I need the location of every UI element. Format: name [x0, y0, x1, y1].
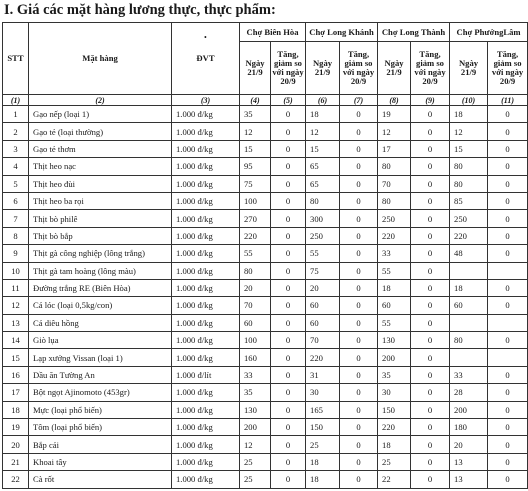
cell-item: Dầu ăn Tường An [29, 366, 172, 383]
cell-diff-long-khanh: 0 [340, 175, 378, 192]
cell-item: Gạo tẻ (loại thường) [29, 123, 172, 140]
cell-unit: 1.000 đ/kg [172, 297, 240, 314]
cell-item: Mực (loại phổ biến) [29, 401, 172, 418]
cell-unit: 1.000 đ/kg [172, 227, 240, 244]
cell-price-long-thanh: 22 [378, 471, 411, 488]
cell-price-phuong-lam: 20 [450, 436, 488, 453]
cell-diff-phuong-lam: 0 [488, 453, 528, 470]
cell-unit: 1.000 đ/kg [172, 245, 240, 262]
cell-price-bien-hoa: 33 [240, 366, 271, 383]
header-price: Ngày 21/9 [450, 42, 488, 95]
table-row [3, 436, 528, 453]
cell-price-long-khanh: 220 [306, 349, 340, 366]
cell-price-phuong-lam: 15 [450, 140, 488, 157]
cell-price-long-khanh: 300 [306, 210, 340, 227]
cell-price-phuong-lam: 200 [450, 401, 488, 418]
cell-stt: 6 [3, 192, 29, 209]
table-row [3, 123, 528, 140]
cell-item: Bột ngọt Ajinomoto (453gr) [29, 384, 172, 401]
table-row [3, 106, 528, 123]
cell-stt: 18 [3, 401, 29, 418]
cell-diff-long-khanh: 0 [340, 279, 378, 296]
cell-price-long-thanh: 17 [378, 140, 411, 157]
table-row [3, 279, 528, 296]
cell-price-bien-hoa: 70 [240, 297, 271, 314]
cell-diff-long-khanh: 0 [340, 436, 378, 453]
cell-diff-phuong-lam: 0 [488, 210, 528, 227]
cell-price-long-thanh: 12 [378, 123, 411, 140]
cell-unit: 1.000 đ/kg [172, 175, 240, 192]
cell-diff-phuong-lam: 0 [488, 471, 528, 488]
cell-price-bien-hoa: 270 [240, 210, 271, 227]
cell-price-bien-hoa: 200 [240, 419, 271, 436]
cell-diff-phuong-lam: 0 [488, 401, 528, 418]
cell-price-long-thanh: 70 [378, 175, 411, 192]
cell-diff-long-khanh: 0 [340, 384, 378, 401]
cell-price-long-thanh: 200 [378, 349, 411, 366]
stray-dot: • [204, 33, 207, 42]
column-index-cell: (3) [172, 95, 240, 106]
header-price: Ngày 21/9 [240, 42, 271, 95]
cell-diff-phuong-lam: 0 [488, 227, 528, 244]
cell-price-bien-hoa: 160 [240, 349, 271, 366]
cell-diff-bien-hoa: 0 [271, 106, 306, 123]
cell-unit: 1.000 đ/kg [172, 471, 240, 488]
cell-price-bien-hoa: 100 [240, 192, 271, 209]
cell-price-bien-hoa: 20 [240, 279, 271, 296]
cell-price-phuong-lam: 85 [450, 192, 488, 209]
cell-unit: 1.000 đ/kg [172, 262, 240, 279]
cell-diff-bien-hoa: 0 [271, 384, 306, 401]
cell-item: Thịt heo đùi [29, 175, 172, 192]
cell-item: Thịt gà tam hoàng (lông màu) [29, 262, 172, 279]
cell-item: Cá diêu hồng [29, 314, 172, 331]
cell-diff-long-thanh: 0 [411, 210, 450, 227]
cell-diff-bien-hoa: 0 [271, 245, 306, 262]
cell-stt: 13 [3, 314, 29, 331]
cell-price-bien-hoa: 12 [240, 436, 271, 453]
cell-price-bien-hoa: 75 [240, 175, 271, 192]
price-table [2, 22, 528, 489]
cell-diff-bien-hoa: 0 [271, 419, 306, 436]
column-index-cell: (10) [450, 95, 488, 106]
table-row [3, 314, 528, 331]
cell-unit: 1.000 đ/kg [172, 210, 240, 227]
column-index-cell: (1) [3, 95, 29, 106]
cell-diff-bien-hoa: 0 [271, 453, 306, 470]
cell-item: Thịt bò bắp [29, 227, 172, 244]
table-row [3, 401, 528, 418]
cell-diff-long-khanh: 0 [340, 297, 378, 314]
cell-stt: 21 [3, 453, 29, 470]
cell-diff-bien-hoa: 0 [271, 158, 306, 175]
cell-price-bien-hoa: 35 [240, 106, 271, 123]
header-market-long-khanh: Chợ Long Khánh [306, 23, 378, 42]
table-row [3, 192, 528, 209]
cell-diff-bien-hoa: 0 [271, 297, 306, 314]
header-diff: Tăng, giảm so với ngày 20/9 [271, 42, 306, 95]
cell-price-long-khanh: 150 [306, 419, 340, 436]
cell-item: Thịt heo nạc [29, 158, 172, 175]
column-index-cell: (11) [488, 95, 528, 106]
cell-diff-long-thanh: 0 [411, 471, 450, 488]
cell-price-long-khanh: 80 [306, 192, 340, 209]
cell-diff-phuong-lam: 0 [488, 436, 528, 453]
cell-diff-phuong-lam [488, 262, 528, 279]
column-index-row [3, 95, 528, 106]
cell-diff-long-thanh: 0 [411, 262, 450, 279]
cell-diff-long-thanh: 0 [411, 123, 450, 140]
table-row [3, 384, 528, 401]
cell-diff-long-thanh: 0 [411, 436, 450, 453]
cell-stt: 5 [3, 175, 29, 192]
cell-price-phuong-lam: 80 [450, 158, 488, 175]
cell-diff-bien-hoa: 0 [271, 349, 306, 366]
cell-diff-long-khanh: 0 [340, 419, 378, 436]
cell-item: Bắp cải [29, 436, 172, 453]
cell-diff-long-thanh: 0 [411, 140, 450, 157]
column-index-cell: (8) [378, 95, 411, 106]
cell-price-long-khanh: 20 [306, 279, 340, 296]
table-row [3, 158, 528, 175]
cell-item: Thịt bò philê [29, 210, 172, 227]
cell-stt: 14 [3, 332, 29, 349]
cell-diff-bien-hoa: 0 [271, 314, 306, 331]
cell-diff-phuong-lam: 0 [488, 123, 528, 140]
cell-price-long-khanh: 65 [306, 175, 340, 192]
cell-price-long-thanh: 80 [378, 158, 411, 175]
cell-diff-phuong-lam: 0 [488, 192, 528, 209]
header-diff: Tăng, giảm so với ngày 20/9 [340, 42, 378, 95]
cell-price-long-khanh: 165 [306, 401, 340, 418]
column-index-cell: (4) [240, 95, 271, 106]
cell-diff-bien-hoa: 0 [271, 471, 306, 488]
cell-unit: 1.000 đ/kg [172, 158, 240, 175]
section-heading: I. Giá các mặt hàng lương thực, thực phẩm: [4, 2, 276, 18]
cell-stt: 1 [3, 106, 29, 123]
cell-price-long-khanh: 30 [306, 384, 340, 401]
cell-price-long-thanh: 55 [378, 262, 411, 279]
column-index-cell: (7) [340, 95, 378, 106]
table-body [3, 106, 528, 489]
cell-price-long-thanh: 19 [378, 106, 411, 123]
cell-diff-phuong-lam [488, 314, 528, 331]
cell-unit: 1.000 đ/kg [172, 349, 240, 366]
cell-item: Giò lụa [29, 332, 172, 349]
table-row [3, 349, 528, 366]
cell-price-long-khanh: 18 [306, 106, 340, 123]
header-market-long-thanh: Chợ Long Thành [378, 23, 450, 42]
cell-stt: 9 [3, 245, 29, 262]
cell-price-phuong-lam: 33 [450, 366, 488, 383]
cell-diff-phuong-lam: 0 [488, 297, 528, 314]
cell-diff-long-khanh: 0 [340, 401, 378, 418]
cell-diff-long-thanh: 0 [411, 366, 450, 383]
cell-diff-bien-hoa: 0 [271, 123, 306, 140]
cell-diff-long-khanh: 0 [340, 332, 378, 349]
table-row [3, 453, 528, 470]
table-row [3, 227, 528, 244]
cell-diff-long-thanh: 0 [411, 175, 450, 192]
cell-price-long-thanh: 220 [378, 227, 411, 244]
column-index-cell: (2) [29, 95, 172, 106]
cell-unit: 1.000 đ/kg [172, 384, 240, 401]
cell-stt: 3 [3, 140, 29, 157]
cell-price-long-thanh: 35 [378, 366, 411, 383]
cell-diff-long-thanh: 0 [411, 453, 450, 470]
cell-price-bien-hoa: 55 [240, 245, 271, 262]
cell-price-phuong-lam: 12 [450, 123, 488, 140]
header-item: Mặt hàng [29, 23, 172, 95]
cell-diff-phuong-lam: 0 [488, 384, 528, 401]
cell-unit: 1.000 đ/kg [172, 140, 240, 157]
cell-item: Gạo nếp (loại 1) [29, 106, 172, 123]
cell-diff-bien-hoa: 0 [271, 279, 306, 296]
header-stt: STT [3, 23, 29, 95]
cell-price-long-thanh: 18 [378, 279, 411, 296]
cell-price-long-khanh: 55 [306, 245, 340, 262]
cell-unit: 1.000 đ/kg [172, 106, 240, 123]
cell-unit: 1.000 đ/kg [172, 332, 240, 349]
cell-diff-bien-hoa: 0 [271, 175, 306, 192]
cell-item: Cá lóc (loại 0,5kg/con) [29, 297, 172, 314]
cell-diff-long-khanh: 0 [340, 349, 378, 366]
cell-stt: 4 [3, 158, 29, 175]
cell-price-bien-hoa: 80 [240, 262, 271, 279]
cell-diff-bien-hoa: 0 [271, 332, 306, 349]
cell-diff-phuong-lam: 0 [488, 158, 528, 175]
cell-price-bien-hoa: 15 [240, 140, 271, 157]
cell-diff-long-khanh: 0 [340, 123, 378, 140]
cell-price-bien-hoa: 95 [240, 158, 271, 175]
cell-diff-long-thanh: 0 [411, 297, 450, 314]
cell-price-long-khanh: 18 [306, 471, 340, 488]
table-row [3, 140, 528, 157]
cell-stt: 10 [3, 262, 29, 279]
cell-unit: 1.000 đ/kg [172, 436, 240, 453]
cell-price-phuong-lam: 180 [450, 419, 488, 436]
cell-diff-phuong-lam: 0 [488, 419, 528, 436]
cell-diff-long-khanh: 0 [340, 210, 378, 227]
cell-stt: 15 [3, 349, 29, 366]
cell-price-long-khanh: 70 [306, 332, 340, 349]
cell-diff-bien-hoa: 0 [271, 436, 306, 453]
header-market-phuong-lam: Chợ PhướngLâm [450, 23, 528, 42]
cell-price-long-thanh: 150 [378, 401, 411, 418]
cell-diff-long-khanh: 0 [340, 262, 378, 279]
cell-diff-phuong-lam: 0 [488, 245, 528, 262]
cell-price-phuong-lam: 28 [450, 384, 488, 401]
table-row [3, 297, 528, 314]
cell-price-long-thanh: 80 [378, 192, 411, 209]
cell-price-bien-hoa: 60 [240, 314, 271, 331]
cell-stt: 19 [3, 419, 29, 436]
cell-diff-long-khanh: 0 [340, 314, 378, 331]
cell-diff-long-khanh: 0 [340, 471, 378, 488]
cell-price-phuong-lam [450, 314, 488, 331]
cell-item: Lạp xưởng Vissan (loại 1) [29, 349, 172, 366]
cell-unit: 1.000 đ/kg [172, 401, 240, 418]
header-diff: Tăng, giảm so với ngày 20/9 [411, 42, 450, 95]
cell-diff-long-khanh: 0 [340, 192, 378, 209]
cell-price-long-thanh: 30 [378, 384, 411, 401]
table-row [3, 210, 528, 227]
cell-diff-long-thanh: 0 [411, 332, 450, 349]
cell-price-long-khanh: 60 [306, 314, 340, 331]
cell-item: Tôm (loại phổ biến) [29, 419, 172, 436]
cell-price-phuong-lam: 18 [450, 279, 488, 296]
cell-diff-phuong-lam: 0 [488, 140, 528, 157]
cell-stt: 12 [3, 297, 29, 314]
cell-price-phuong-lam: 80 [450, 332, 488, 349]
cell-stt: 20 [3, 436, 29, 453]
cell-price-phuong-lam: 250 [450, 210, 488, 227]
column-index-cell: (5) [271, 95, 306, 106]
cell-price-long-thanh: 55 [378, 314, 411, 331]
cell-price-long-thanh: 130 [378, 332, 411, 349]
cell-diff-long-thanh: 0 [411, 245, 450, 262]
cell-diff-bien-hoa: 0 [271, 210, 306, 227]
cell-price-bien-hoa: 130 [240, 401, 271, 418]
cell-diff-long-khanh: 0 [340, 106, 378, 123]
cell-price-bien-hoa: 25 [240, 471, 271, 488]
header-price: Ngày 21/9 [306, 42, 340, 95]
cell-diff-long-khanh: 0 [340, 366, 378, 383]
cell-diff-long-thanh: 0 [411, 384, 450, 401]
cell-diff-phuong-lam: 0 [488, 332, 528, 349]
cell-diff-bien-hoa: 0 [271, 227, 306, 244]
cell-price-long-thanh: 18 [378, 436, 411, 453]
cell-price-phuong-lam: 80 [450, 175, 488, 192]
cell-diff-long-thanh: 0 [411, 279, 450, 296]
header-row-markets [3, 23, 528, 42]
cell-diff-phuong-lam: 0 [488, 366, 528, 383]
table-row [3, 332, 528, 349]
cell-price-long-khanh: 65 [306, 158, 340, 175]
cell-unit: 1.000 đ/kg [172, 314, 240, 331]
cell-diff-phuong-lam: 0 [488, 106, 528, 123]
cell-price-bien-hoa: 220 [240, 227, 271, 244]
cell-diff-bien-hoa: 0 [271, 262, 306, 279]
cell-item: Thịt heo ba rọi [29, 192, 172, 209]
cell-diff-long-khanh: 0 [340, 227, 378, 244]
cell-diff-long-thanh: 0 [411, 314, 450, 331]
table-row [3, 245, 528, 262]
cell-stt: 17 [3, 384, 29, 401]
cell-diff-bien-hoa: 0 [271, 192, 306, 209]
cell-unit: 1.000 đ/lít [172, 366, 240, 383]
cell-diff-long-thanh: 0 [411, 227, 450, 244]
cell-unit: 1.000 đ/kg [172, 192, 240, 209]
cell-diff-long-khanh: 0 [340, 158, 378, 175]
table-row [3, 471, 528, 488]
header-market-bien-hoa: Chợ Biên Hòa [240, 23, 306, 42]
cell-price-bien-hoa: 100 [240, 332, 271, 349]
cell-price-long-khanh: 31 [306, 366, 340, 383]
cell-price-phuong-lam [450, 262, 488, 279]
cell-price-long-khanh: 250 [306, 227, 340, 244]
cell-stt: 16 [3, 366, 29, 383]
cell-diff-phuong-lam [488, 349, 528, 366]
cell-stt: 2 [3, 123, 29, 140]
cell-item: Khoai tây [29, 453, 172, 470]
cell-diff-long-thanh: 0 [411, 419, 450, 436]
header-price: Ngày 21/9 [378, 42, 411, 95]
cell-price-long-thanh: 33 [378, 245, 411, 262]
cell-price-long-khanh: 75 [306, 262, 340, 279]
cell-item: Đường trắng RE (Biên Hòa) [29, 279, 172, 296]
cell-price-long-thanh: 25 [378, 453, 411, 470]
cell-price-long-thanh: 250 [378, 210, 411, 227]
cell-price-phuong-lam: 220 [450, 227, 488, 244]
cell-diff-long-thanh: 0 [411, 349, 450, 366]
cell-price-phuong-lam: 13 [450, 453, 488, 470]
cell-unit: 1.000 đ/kg [172, 279, 240, 296]
cell-unit: 1.000 đ/kg [172, 419, 240, 436]
cell-price-bien-hoa: 12 [240, 123, 271, 140]
cell-price-phuong-lam: 60 [450, 297, 488, 314]
cell-price-long-thanh: 220 [378, 419, 411, 436]
header-unit: ĐVT [172, 23, 240, 95]
cell-price-long-khanh: 15 [306, 140, 340, 157]
cell-price-phuong-lam [450, 349, 488, 366]
table-row [3, 419, 528, 436]
cell-price-bien-hoa: 35 [240, 384, 271, 401]
cell-diff-long-thanh: 0 [411, 192, 450, 209]
cell-diff-long-thanh: 0 [411, 106, 450, 123]
cell-item: Gạo tẻ thơm [29, 140, 172, 157]
cell-price-phuong-lam: 13 [450, 471, 488, 488]
cell-item: Thịt gà công nghiệp (lông trắng) [29, 245, 172, 262]
column-index-cell: (9) [411, 95, 450, 106]
cell-price-long-khanh: 12 [306, 123, 340, 140]
table-row [3, 366, 528, 383]
cell-price-bien-hoa: 25 [240, 453, 271, 470]
cell-stt: 7 [3, 210, 29, 227]
cell-price-long-khanh: 60 [306, 297, 340, 314]
cell-stt: 11 [3, 279, 29, 296]
cell-item: Cà rốt [29, 471, 172, 488]
cell-diff-long-khanh: 0 [340, 453, 378, 470]
table-row [3, 262, 528, 279]
cell-diff-bien-hoa: 0 [271, 401, 306, 418]
cell-diff-phuong-lam: 0 [488, 175, 528, 192]
cell-stt: 8 [3, 227, 29, 244]
cell-price-phuong-lam: 48 [450, 245, 488, 262]
cell-price-long-khanh: 25 [306, 436, 340, 453]
column-index-cell: (6) [306, 95, 340, 106]
cell-unit: 1.000 đ/kg [172, 453, 240, 470]
header-diff: Tăng, giảm so với ngày 20/9 [488, 42, 528, 95]
cell-price-long-thanh: 60 [378, 297, 411, 314]
cell-unit: 1.000 đ/kg [172, 123, 240, 140]
cell-price-phuong-lam: 18 [450, 106, 488, 123]
cell-price-long-khanh: 18 [306, 453, 340, 470]
cell-stt: 22 [3, 471, 29, 488]
cell-diff-long-thanh: 0 [411, 158, 450, 175]
table-row [3, 175, 528, 192]
cell-diff-long-thanh: 0 [411, 401, 450, 418]
cell-diff-bien-hoa: 0 [271, 140, 306, 157]
cell-diff-bien-hoa: 0 [271, 366, 306, 383]
cell-diff-long-khanh: 0 [340, 245, 378, 262]
cell-diff-long-khanh: 0 [340, 140, 378, 157]
cell-diff-phuong-lam: 0 [488, 279, 528, 296]
